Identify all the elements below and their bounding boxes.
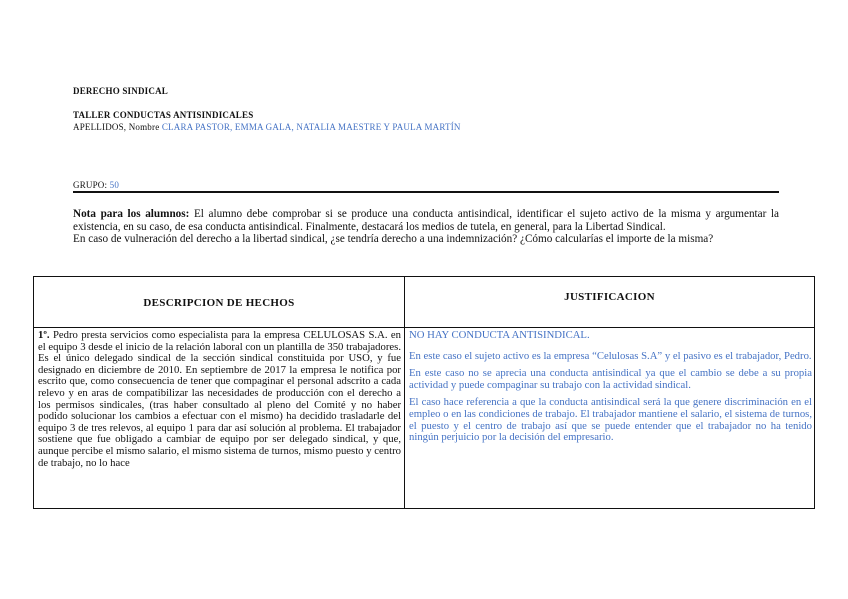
column-header-justification: JUSTIFICACION xyxy=(564,291,655,303)
group-line xyxy=(73,180,119,190)
header-divider xyxy=(73,191,779,193)
note-text: El alumno debe comprobar si se produce una conducta antisindical, identificar el sujeto activo de la misma y argumentar la existencia, en su caso, de esa conducta antisindical. Finalmente, destacará los medios de tutela, en general, para la Libertad Sindical. xyxy=(73,208,780,233)
case-number: 1º. xyxy=(38,329,50,341)
header-row-divider xyxy=(34,327,814,328)
student-names-line xyxy=(73,122,461,132)
names-label: APELLIDOS, Nombre xyxy=(73,122,162,132)
note-question: En caso de vulneración del derecho a la libertad sindical, ¿se tendría derecho a una indemnización? ¿Cómo calcularías el importe de la misma? xyxy=(73,233,714,245)
justification-cell xyxy=(409,330,812,450)
cases-table xyxy=(33,276,815,509)
justification-paragraph: En este caso no se aprecia una conducta antisindical ya que el cambio se debe a su propia actividad y puede compaginar su trabajo con la actividad sindical. xyxy=(409,367,812,391)
group-separator: : xyxy=(104,180,110,190)
group-value: 50 xyxy=(109,180,120,190)
subject-title: DERECHO SINDICAL xyxy=(73,86,168,96)
workshop-title: TALLER CONDUCTAS ANTISINDICALES xyxy=(73,110,254,120)
case-facts-text: Pedro presta servicios como especialista para la empresa CELULOSAS S.A. en el equipo 3 desde el inicio de la relación laboral con un plantilla de 350 trabajadores. Es el único delegado sindical de la sección sindical constituida por USO, y fue designado en diciembre de 2010. En septiembre de 2017 la empresa le notifica por escrito que, como consecuencia de tener que compaginar el personal adscrito a cada relevo y en aras de compatibilizar las necesidades de producción con el derecho a los permisos sindicales, (tras haber consultado al pleno del Comité y no haber podido solucionar los cambios a efectuar con el mismo) ha decidido trasladarle del equipo 3 de tres relevos, al equipo 1 para dar así solución al problema. El trabajador sostiene que fue obligado a cambiar de equipo por ser delegado sindical, y que, aunque percibe el mismo salario, el mismo sistema de turnos, mismo puesto y centro de trabajo, no lo hace xyxy=(38,329,401,469)
names-value: CLARA PASTOR, EMMA GALA, NATALIA MAESTRE Y PAULA MARTÍN xyxy=(161,122,461,132)
facts-cell xyxy=(38,330,401,469)
column-divider xyxy=(404,277,405,508)
group-label: GRUPO xyxy=(73,180,105,190)
justification-paragraph: En este caso el sujeto activo es la empresa “Celulosas S.A” y el pasivo es el trabajador, Pedro. xyxy=(409,349,812,362)
note-paragraph xyxy=(73,208,779,233)
note-label: Nota para los alumnos: xyxy=(73,208,190,220)
student-note xyxy=(73,208,779,246)
column-header-facts: DESCRIPCION DE HECHOS xyxy=(143,297,295,309)
justification-verdict: NO HAY CONDUCTA ANTISINDICAL. xyxy=(409,329,590,341)
justification-paragraph: El caso hace referencia a que la conducta antisindical será la que genere discriminación en el empleo o en las condiciones de trabajo. El trabajador mantiene el salario, el sistema de turnos, el puesto y el centro de trabajo así que se puede entender que el trabajador no ha tenido ningún perjuicio por la decisión del empresario. xyxy=(409,396,812,444)
